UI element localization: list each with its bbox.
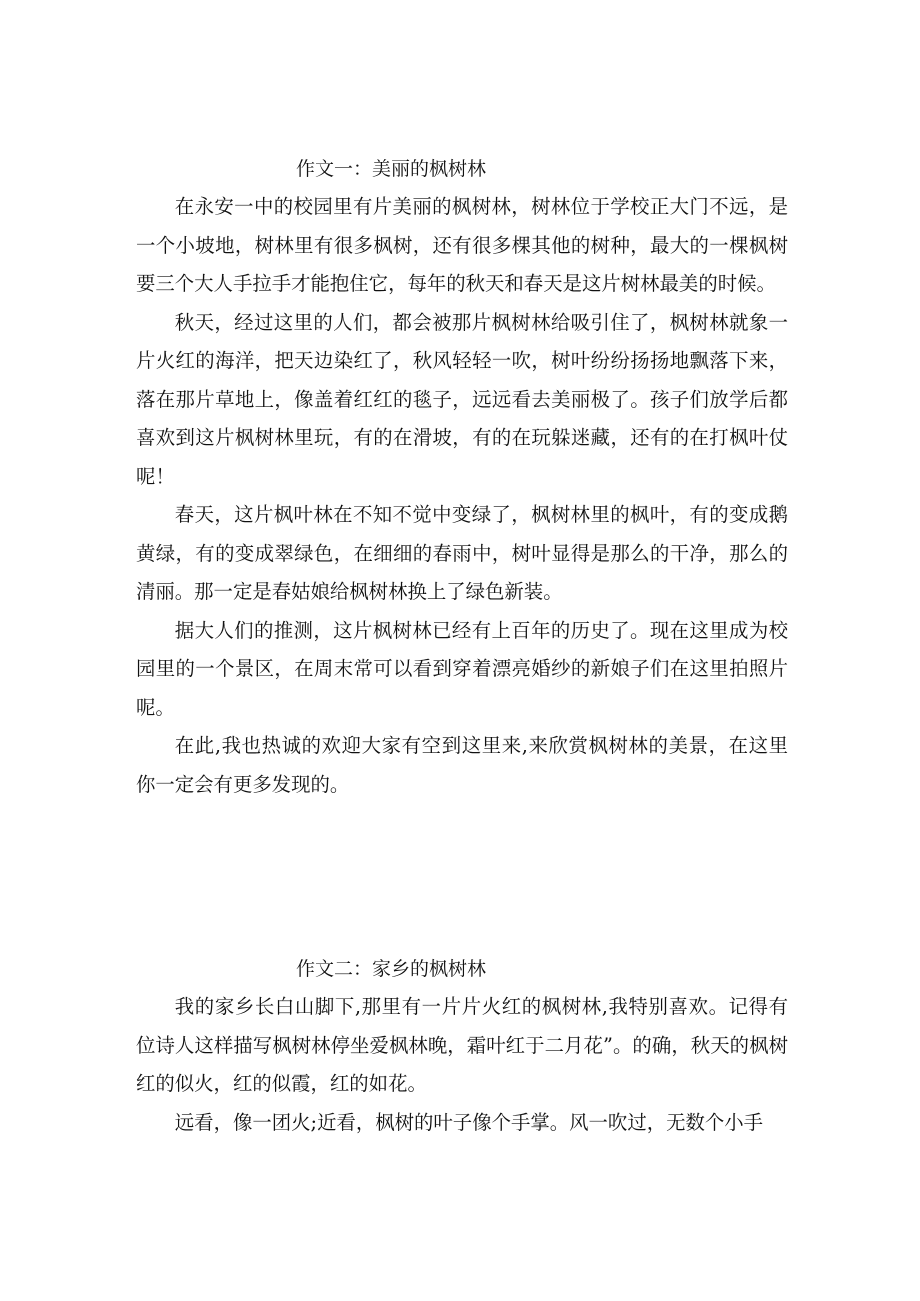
essay-1-paragraph-5: 在此,我也热诚的欢迎大家有空到这里来,来欣赏枫树林的美景，在这里你一定会有更多发现的。	[136, 734, 788, 796]
essay-1-paragraph-1: 在永安一中的校园里有片美丽的枫树林，树林位于学校正大门不远，是一个小坡地，树林里有很多枫树，还有很多棵其他的树种，最大的一棵枫树要三个大人手拉手才能抱住它，每年的秋天和春天是这片树林最美的时候。	[136, 195, 788, 295]
essay-1-paragraph-3: 春天，这片枫叶林在不知不觉中变绿了，枫树林里的枫叶，有的变成鹅黄绿，有的变成翠绿色，在细细的春雨中，树叶显得是那么的干净，那么的清丽。那一定是春姑娘给枫树林换上了绿色新装。	[136, 503, 788, 603]
essay-2-paragraph-1: 我的家乡长白山脚下,那里有一片片火红的枫树林,我特别喜欢。记得有位诗人这样描写枫树林停坐爱枫林晚，霜叶红于二月花”。的确，秋天的枫树红的似火，红的似霞，红的如花。	[136, 995, 788, 1095]
essay-1-title: 作文一：美丽的枫树林	[296, 158, 487, 180]
essay-1	[136, 150, 788, 804]
essay-2	[136, 950, 788, 1142]
essay-1-paragraph-2: 秋天，经过这里的人们，都会被那片枫树林给吸引住了，枫树林就象一片火红的海洋，把天边染红了，秋风轻轻一吹，树叶纷纷扬扬地飘落下来，落在那片草地上，像盖着红红的毯子，远远看去美丽极了。孩子们放学后都喜欢到这片枫树林里玩，有的在滑坡，有的在玩躲迷藏，还有的在打枫叶仗呢！	[136, 310, 788, 488]
essay-2-title: 作文二：家乡的枫树林	[296, 958, 487, 980]
essay-1-paragraph-4: 据大人们的推测，这片枫树林已经有上百年的历史了。现在这里成为校园里的一个景区，在周末常可以看到穿着漂亮婚纱的新娘子们在这里拍照片呢。	[136, 618, 788, 719]
essay-2-paragraph-2: 远看，像一团火;近看，枫树的叶子像个手掌。风一吹过，无数个小手	[174, 1110, 764, 1134]
